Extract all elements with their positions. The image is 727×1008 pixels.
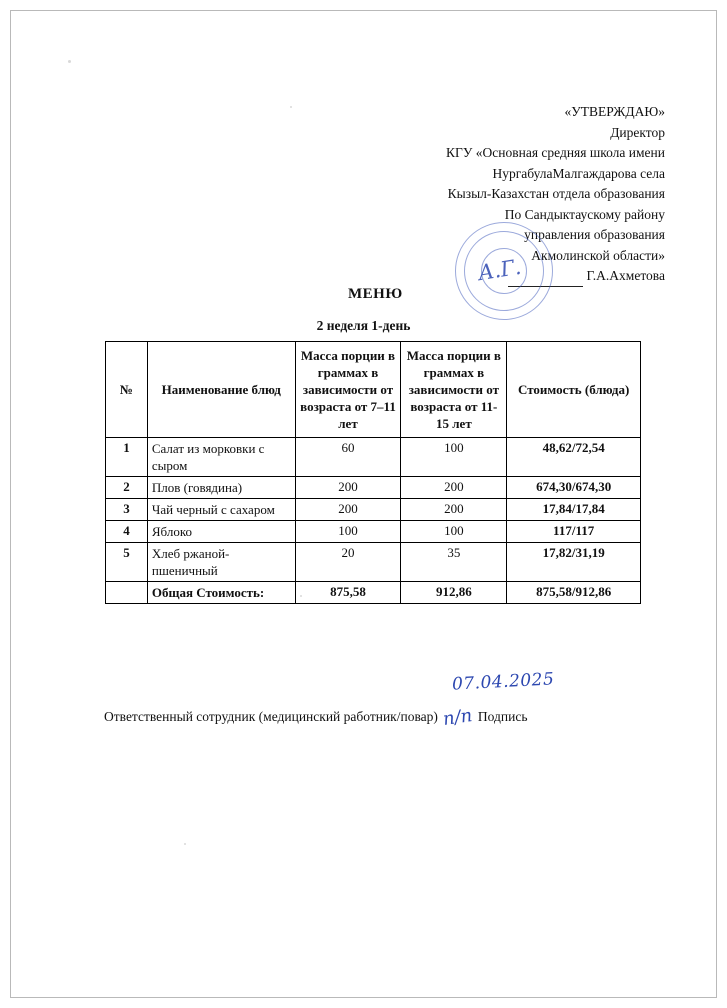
approval-line-7: управления образования: [524, 227, 665, 242]
cell-number-empty: [106, 582, 148, 604]
cell-number: 2: [106, 477, 148, 499]
col-header-mass-7-11: Масса порции в граммах в зависимости от возраста от 7–11 лет: [295, 342, 401, 438]
cell-mass-11-15: 200: [401, 499, 507, 521]
cell-cost: 117/117: [507, 521, 641, 543]
table-row: [106, 521, 641, 543]
table-row: [106, 499, 641, 521]
cell-mass-7-11: 100: [295, 521, 401, 543]
cell-cost: 48,62/72,54: [507, 438, 641, 477]
page-title: МЕНЮ: [348, 286, 403, 302]
cell-mass-11-15: 100: [401, 521, 507, 543]
director-name: Г.А.Ахметова: [586, 268, 665, 283]
signature-line: [508, 274, 583, 287]
cell-mass-11-15: 35: [401, 543, 507, 582]
cell-cost: 674,30/674,30: [507, 477, 641, 499]
director-signature-mark: А.Г.: [476, 254, 523, 286]
table-row: [106, 543, 641, 582]
cell-dish-name: Салат из морковки с сыром: [147, 438, 295, 477]
table-total-row: [106, 582, 641, 604]
cell-mass-7-11: 200: [295, 477, 401, 499]
cell-mass-11-15: 100: [401, 438, 507, 477]
cell-dish-name: Чай черный с сахаром: [147, 499, 295, 521]
cell-mass-11-15: 200: [401, 477, 507, 499]
scan-speck: [290, 106, 292, 108]
col-header-cost: Стоимость (блюда): [507, 342, 641, 438]
cell-dish-name: Хлеб ржаной-пшеничный: [147, 543, 295, 582]
cell-total-cost: 875,58/912,86: [507, 582, 641, 604]
cell-total-mass-11-15: 912,86: [401, 582, 507, 604]
approval-signature-row: [330, 266, 665, 287]
scan-speck: [184, 843, 186, 845]
menu-table-container: [105, 341, 641, 604]
approval-block: [330, 102, 665, 287]
approval-line-5: Кызыл-Казахстан отдела образования: [447, 186, 665, 201]
table-row: [106, 438, 641, 477]
scan-speck: [68, 60, 71, 63]
cell-cost: 17,84/17,84: [507, 499, 641, 521]
cell-mass-7-11: 60: [295, 438, 401, 477]
signature-word: Подпись: [477, 709, 528, 724]
cell-number: 4: [106, 521, 148, 543]
cell-dish-name: Яблоко: [147, 521, 295, 543]
cell-total-mass-7-11: 875,58: [295, 582, 401, 604]
week-day-subtitle: 2 неделя 1-день: [316, 318, 411, 333]
table-row: [106, 477, 641, 499]
approval-line-2: Директор: [610, 124, 665, 140]
col-header-mass-11-15: Масса порции в граммах в зависимости от возраста от 11-15 лет: [401, 342, 507, 438]
responsible-staff-line: [104, 705, 528, 730]
cell-number: 3: [106, 499, 148, 521]
cell-cost: 17,82/31,19: [507, 543, 641, 582]
col-header-number: №: [106, 342, 148, 438]
approval-line-3: КГУ «Основная средняя школа имени: [446, 145, 665, 160]
menu-table: [105, 341, 641, 604]
cell-total-label: Общая Стоимость:: [147, 582, 295, 604]
handwritten-date: 07.04.2025: [451, 669, 555, 695]
cell-number: 5: [106, 543, 148, 582]
approval-line-8: Акмолинской области»: [531, 247, 665, 263]
cell-number: 1: [106, 438, 148, 477]
cell-mass-7-11: 20: [295, 543, 401, 582]
table-header-row: [106, 342, 641, 438]
cell-dish-name: Плов (говядина): [147, 477, 295, 499]
approval-line-6: По Сандыктаускому району: [504, 206, 665, 222]
approval-line-1: «УТВЕРЖДАЮ»: [564, 104, 665, 119]
staff-signature-mark: п/п: [441, 705, 474, 730]
col-header-dish-name: Наименование блюд: [147, 342, 295, 438]
responsible-staff-label: Ответственный сотрудник (медицинский работник/повар): [104, 709, 438, 724]
cell-mass-7-11: 200: [295, 499, 401, 521]
approval-line-4: НургабулаМалгаждарова села: [492, 165, 665, 181]
